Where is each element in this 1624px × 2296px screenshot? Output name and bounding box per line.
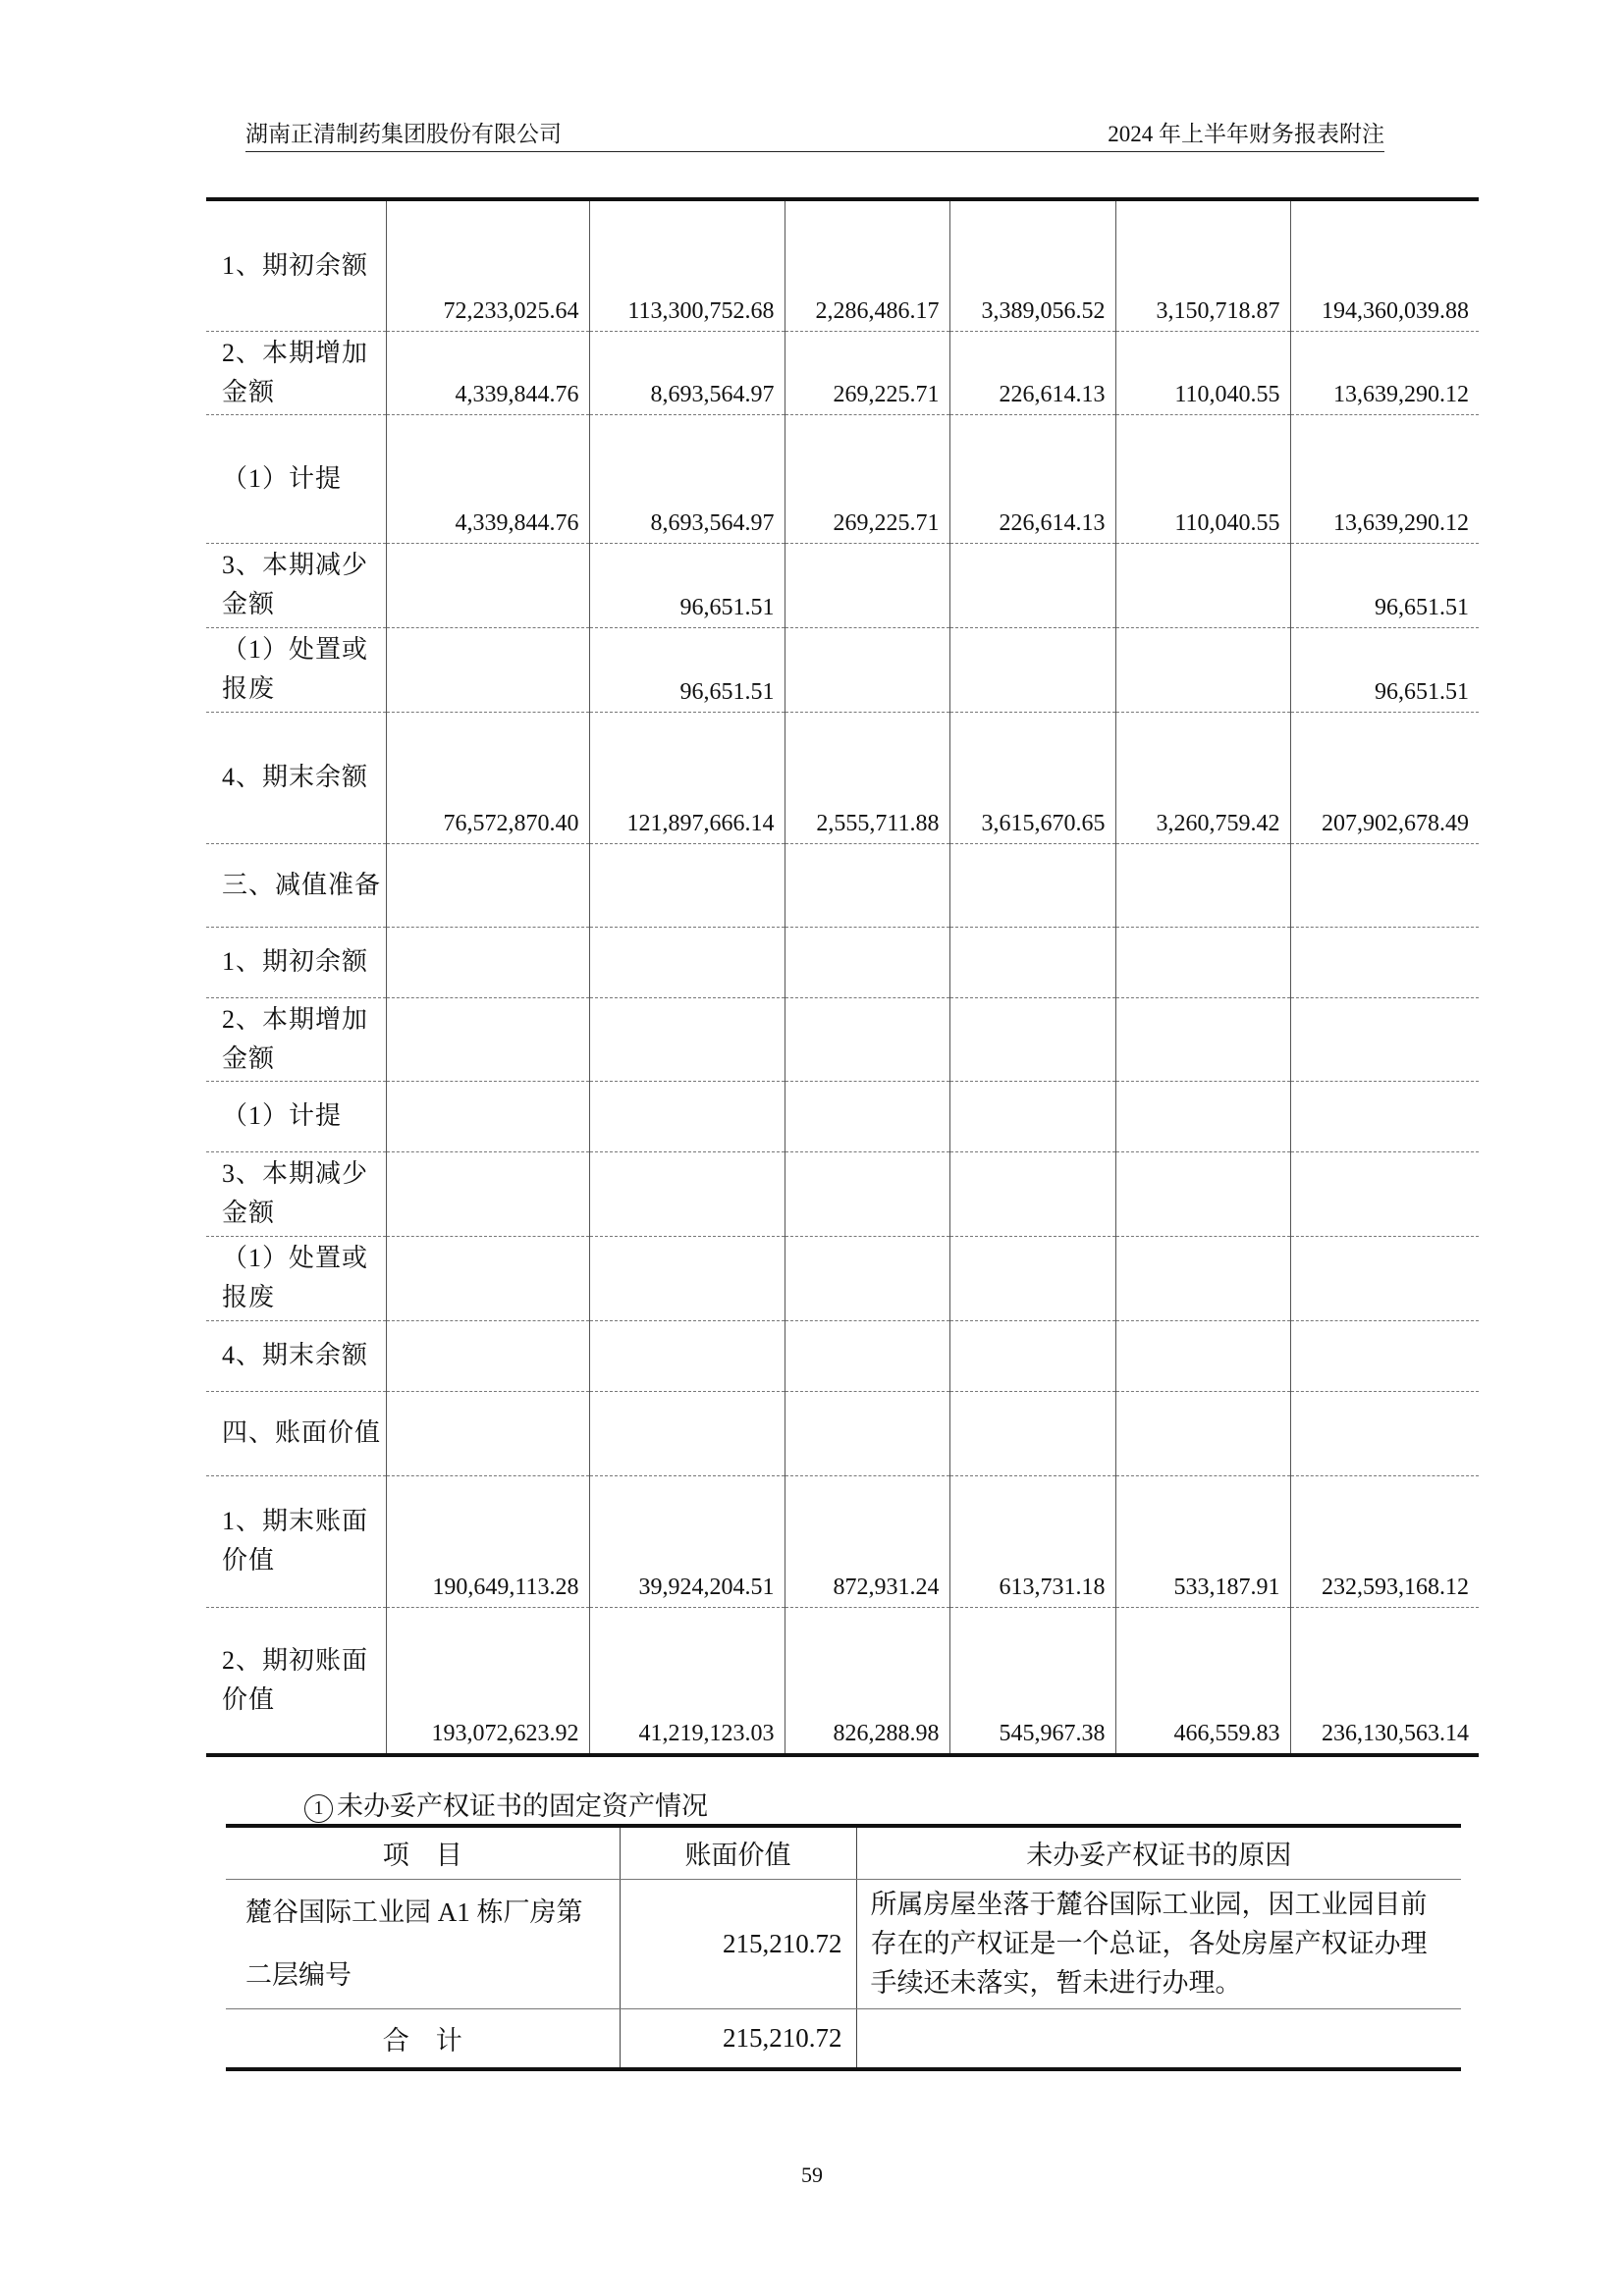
table-cell: 190,649,113.28 bbox=[386, 1475, 589, 1607]
table-cell bbox=[386, 1236, 589, 1320]
table-cell: 4,339,844.76 bbox=[386, 414, 589, 543]
table-cell bbox=[1290, 1236, 1479, 1320]
table-cell bbox=[785, 1391, 949, 1475]
table-cell: 96,651.51 bbox=[1290, 543, 1479, 627]
table-cell bbox=[386, 997, 589, 1081]
table-row bbox=[206, 1320, 1479, 1391]
table-cell: 232,593,168.12 bbox=[1290, 1475, 1479, 1607]
table-row bbox=[206, 843, 1479, 927]
table-cell: 269,225.71 bbox=[785, 331, 949, 414]
table-row bbox=[206, 1475, 1479, 1607]
table-cell: 96,651.51 bbox=[1290, 627, 1479, 712]
table-row bbox=[206, 199, 1479, 331]
table-cell: 39,924,204.51 bbox=[589, 1475, 785, 1607]
table-cell: 3,389,056.52 bbox=[949, 199, 1115, 331]
table-cell bbox=[1290, 997, 1479, 1081]
header-reason: 未办妥产权证书的原因 bbox=[856, 1826, 1461, 1879]
row-label: 1、期末账面价值 bbox=[206, 1475, 386, 1607]
table-cell: 236,130,563.14 bbox=[1290, 1607, 1479, 1755]
section-title-text: 未办妥产权证书的固定资产情况 bbox=[337, 1791, 708, 1821]
table-cell bbox=[1115, 543, 1290, 627]
table-cell: 8,693,564.97 bbox=[589, 414, 785, 543]
row-label: 三、减值准备 bbox=[206, 843, 386, 927]
table-cell bbox=[785, 543, 949, 627]
table-row bbox=[206, 927, 1479, 997]
table-cell bbox=[589, 997, 785, 1081]
table-cell bbox=[589, 1236, 785, 1320]
header-rule bbox=[245, 151, 1384, 152]
table-cell: 96,651.51 bbox=[589, 627, 785, 712]
table-header-row bbox=[226, 1826, 1461, 1879]
table-cell bbox=[949, 843, 1115, 927]
table-cell bbox=[589, 1151, 785, 1236]
section-title bbox=[304, 1785, 708, 1823]
table-cell bbox=[1115, 1236, 1290, 1320]
table-cell bbox=[386, 543, 589, 627]
row-label: （1）计提 bbox=[206, 414, 386, 543]
total-value: 215,210.72 bbox=[620, 2008, 856, 2069]
table-cell bbox=[949, 543, 1115, 627]
table-cell bbox=[1290, 1151, 1479, 1236]
header-report-title: 2024 年上半年财务报表附注 bbox=[1108, 122, 1384, 146]
table-cell: 110,040.55 bbox=[1115, 331, 1290, 414]
row-label: 1、期初余额 bbox=[206, 927, 386, 997]
table-cell: 3,615,670.65 bbox=[949, 712, 1115, 843]
table-row bbox=[206, 712, 1479, 843]
table-cell bbox=[1115, 997, 1290, 1081]
table-cell: 194,360,039.88 bbox=[1290, 199, 1479, 331]
table-cell bbox=[386, 627, 589, 712]
table-cell bbox=[589, 1391, 785, 1475]
uncertified-assets-table bbox=[226, 1824, 1461, 2071]
table-cell: 207,902,678.49 bbox=[1290, 712, 1479, 843]
table-cell: 8,693,564.97 bbox=[589, 331, 785, 414]
row-label: 1、期初余额 bbox=[206, 199, 386, 331]
total-row bbox=[226, 2008, 1461, 2069]
table-cell bbox=[386, 1320, 589, 1391]
total-reason bbox=[856, 2008, 1461, 2069]
table-cell bbox=[949, 927, 1115, 997]
table-cell bbox=[1115, 1151, 1290, 1236]
table-cell: 545,967.38 bbox=[949, 1607, 1115, 1755]
table-cell bbox=[589, 927, 785, 997]
table-cell bbox=[386, 843, 589, 927]
table-cell: 613,731.18 bbox=[949, 1475, 1115, 1607]
table-cell: 226,614.13 bbox=[949, 331, 1115, 414]
table-cell bbox=[386, 1391, 589, 1475]
table-cell: 226,614.13 bbox=[949, 414, 1115, 543]
table-cell bbox=[949, 1151, 1115, 1236]
table-cell: 41,219,123.03 bbox=[589, 1607, 785, 1755]
section-marker: 1 bbox=[304, 1794, 333, 1823]
table-cell bbox=[785, 997, 949, 1081]
table-cell bbox=[1115, 627, 1290, 712]
table-cell bbox=[1290, 927, 1479, 997]
table-cell: 113,300,752.68 bbox=[589, 199, 785, 331]
header-company: 湖南正清制药集团股份有限公司 bbox=[245, 122, 562, 146]
row-label: 2、本期增加金额 bbox=[206, 997, 386, 1081]
table-cell bbox=[1115, 1391, 1290, 1475]
table-cell bbox=[785, 1081, 949, 1151]
table-cell: 3,260,759.42 bbox=[1115, 712, 1290, 843]
table-cell: 193,072,623.92 bbox=[386, 1607, 589, 1755]
table-cell bbox=[386, 1081, 589, 1151]
table-cell bbox=[785, 927, 949, 997]
table-cell: 13,639,290.12 bbox=[1290, 331, 1479, 414]
header-item: 项 目 bbox=[226, 1826, 620, 1879]
table-cell bbox=[785, 1320, 949, 1391]
table-cell: 2,286,486.17 bbox=[785, 199, 949, 331]
table-cell: 4,339,844.76 bbox=[386, 331, 589, 414]
header-book-value: 账面价值 bbox=[620, 1826, 856, 1879]
table-cell bbox=[386, 927, 589, 997]
table-row bbox=[206, 1151, 1479, 1236]
table-row bbox=[206, 1391, 1479, 1475]
row-label: 2、期初账面价值 bbox=[206, 1607, 386, 1755]
table-row bbox=[206, 543, 1479, 627]
table-cell bbox=[1290, 843, 1479, 927]
row-label: （1）处置或报废 bbox=[206, 627, 386, 712]
table-row bbox=[206, 331, 1479, 414]
row-label: 3、本期减少金额 bbox=[206, 543, 386, 627]
row-label: 4、期末余额 bbox=[206, 1320, 386, 1391]
table-cell bbox=[949, 1391, 1115, 1475]
row-item: 麓谷国际工业园 A1 栋厂房第二层编号 bbox=[226, 1879, 620, 2008]
table-cell: 872,931.24 bbox=[785, 1475, 949, 1607]
table-cell: 3,150,718.87 bbox=[1115, 199, 1290, 331]
table-cell: 466,559.83 bbox=[1115, 1607, 1290, 1755]
table-row bbox=[206, 997, 1479, 1081]
table-cell bbox=[785, 627, 949, 712]
table-cell: 110,040.55 bbox=[1115, 414, 1290, 543]
table-cell: 533,187.91 bbox=[1115, 1475, 1290, 1607]
table-cell bbox=[386, 1151, 589, 1236]
table-cell: 76,572,870.40 bbox=[386, 712, 589, 843]
total-label: 合 计 bbox=[226, 2008, 620, 2069]
table-row bbox=[206, 1236, 1479, 1320]
table-cell: 269,225.71 bbox=[785, 414, 949, 543]
table-cell: 72,233,025.64 bbox=[386, 199, 589, 331]
table-cell: 826,288.98 bbox=[785, 1607, 949, 1755]
table-row bbox=[206, 1081, 1479, 1151]
table-cell bbox=[949, 1081, 1115, 1151]
table-cell: 13,639,290.12 bbox=[1290, 414, 1479, 543]
table-cell bbox=[1290, 1320, 1479, 1391]
table-row bbox=[206, 627, 1479, 712]
table-cell bbox=[1115, 843, 1290, 927]
table-cell bbox=[949, 997, 1115, 1081]
table-cell bbox=[589, 1320, 785, 1391]
table-cell: 121,897,666.14 bbox=[589, 712, 785, 843]
table-cell bbox=[1290, 1081, 1479, 1151]
table-cell bbox=[1115, 927, 1290, 997]
table-cell bbox=[785, 1151, 949, 1236]
table-cell: 96,651.51 bbox=[589, 543, 785, 627]
table-cell bbox=[1115, 1320, 1290, 1391]
table-row bbox=[206, 1607, 1479, 1755]
row-reason: 所属房屋坐落于麓谷国际工业园，因工业园目前存在的产权证是一个总证，各处房屋产权证办理手续还未落实，暂未进行办理。 bbox=[856, 1879, 1461, 2008]
row-label: 2、本期增加金额 bbox=[206, 331, 386, 414]
table-cell bbox=[1115, 1081, 1290, 1151]
table-cell bbox=[589, 1081, 785, 1151]
table-cell: 2,555,711.88 bbox=[785, 712, 949, 843]
table-cell bbox=[785, 1236, 949, 1320]
table-cell bbox=[949, 1320, 1115, 1391]
table-row bbox=[226, 1879, 1461, 2008]
row-label: 3、本期减少金额 bbox=[206, 1151, 386, 1236]
table-cell bbox=[949, 1236, 1115, 1320]
table-cell bbox=[589, 843, 785, 927]
row-label: （1）处置或报废 bbox=[206, 1236, 386, 1320]
table-cell bbox=[949, 627, 1115, 712]
row-label: 四、账面价值 bbox=[206, 1391, 386, 1475]
row-value: 215,210.72 bbox=[620, 1879, 856, 2008]
table-row bbox=[206, 414, 1479, 543]
row-label: 4、期末余额 bbox=[206, 712, 386, 843]
page-number: 59 bbox=[801, 2163, 823, 2187]
table-cell bbox=[1290, 1391, 1479, 1475]
row-label: （1）计提 bbox=[206, 1081, 386, 1151]
table-cell bbox=[785, 843, 949, 927]
fixed-assets-table bbox=[206, 197, 1479, 1757]
